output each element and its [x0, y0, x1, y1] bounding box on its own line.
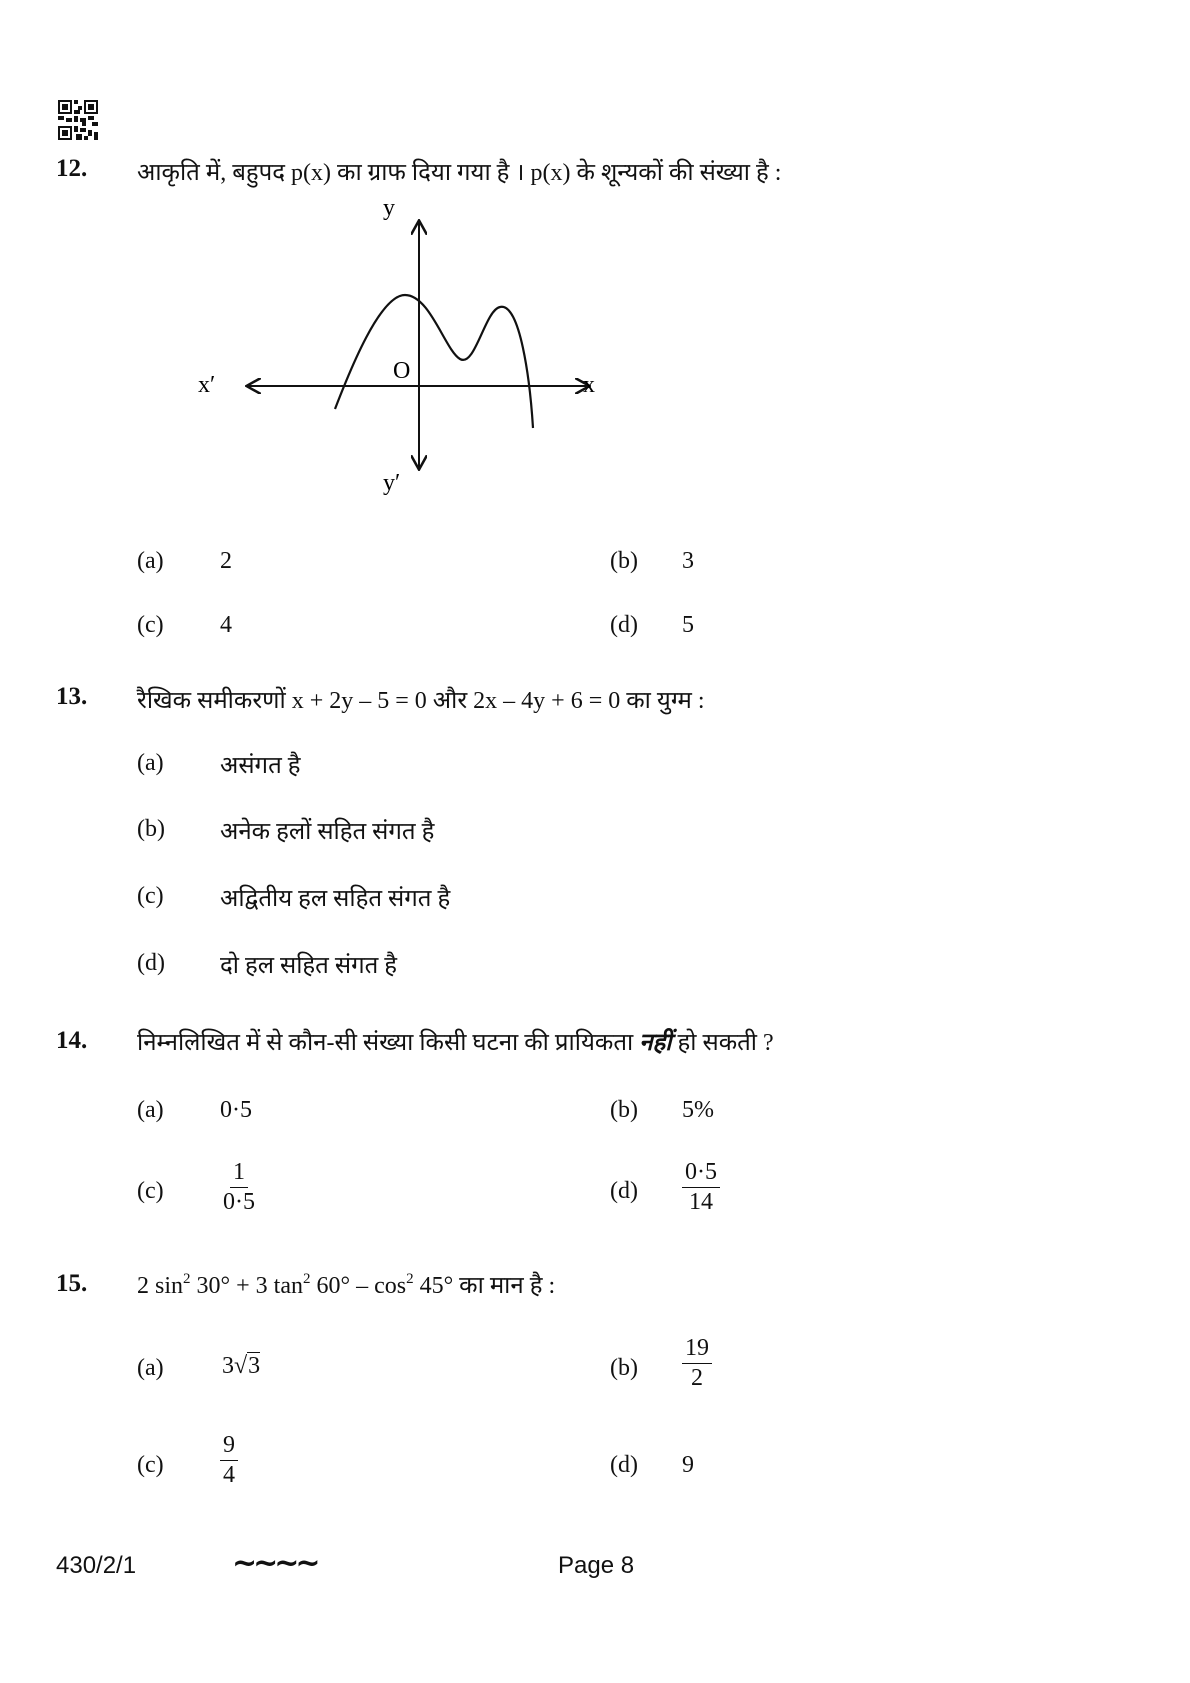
q13-option-a-value: असंगत है	[220, 753, 301, 779]
q14-option-a-label[interactable]: (a)	[137, 1097, 164, 1123]
q13-option-d-label[interactable]: (d)	[137, 950, 165, 976]
q13-option-c-label[interactable]: (c)	[137, 883, 164, 909]
page-number: Page 8	[558, 1552, 635, 1579]
question-14-text: निम्नलिखित में से कौन-सी संख्या किसी घटना की प्रायिकता नहीं हो सकती ?	[137, 1030, 774, 1056]
q14-option-c-fraction: $\frac{1}{0\cdot 5}$	[223, 1159, 255, 1216]
q15-option-b-label[interactable]: (b)	[610, 1355, 638, 1381]
q15-option-a-value: 3√3	[222, 1353, 261, 1379]
q13-option-c-value: अद्वितीय हल सहित संगत है	[220, 886, 451, 912]
q15-option-d-label[interactable]: (d)	[610, 1452, 638, 1478]
q13-option-b-label[interactable]: (b)	[137, 816, 165, 842]
q15-option-d-value: 9	[682, 1452, 694, 1478]
qr-code-icon	[58, 100, 98, 140]
question-13-text: रैखिक समीकरणों x + 2y – 5 = 0 और 2x – 4y + 6 = 0 का युग्म :	[137, 688, 705, 714]
q15-option-c-label[interactable]: (c)	[137, 1452, 164, 1478]
q14-option-b-value: 5%	[682, 1097, 714, 1123]
question-12-text: आकृति में, बहुपद p(x) का ग्राफ दिया गया है । p(x) के शून्यकों की संख्या है :	[137, 160, 782, 186]
paper-code: 430/2/1	[56, 1552, 137, 1579]
x-prime-axis-label: x′	[198, 372, 216, 398]
polynomial-graph-figure	[190, 190, 600, 520]
q12-option-d-label[interactable]: (d)	[610, 612, 638, 638]
q12-option-c-label[interactable]: (c)	[137, 612, 164, 638]
emphasis-not: नहीं	[639, 1030, 672, 1056]
q13-option-a-label[interactable]: (a)	[137, 750, 164, 776]
q14-option-d-fraction: $\frac{0\cdot 5}{14}$	[682, 1160, 720, 1215]
q15-option-a-label[interactable]: (a)	[137, 1355, 164, 1381]
question-14-number: 14.	[56, 1027, 88, 1054]
q12-option-a-value: 2	[220, 548, 232, 574]
q13-option-d-value: दो हल सहित संगत है	[220, 953, 397, 979]
question-12-number: 12.	[56, 155, 88, 182]
q12-option-c-value: 4	[220, 612, 232, 638]
question-15-number: 15.	[56, 1270, 88, 1297]
q12-option-d-value: 5	[682, 612, 694, 638]
question-13-number: 13.	[56, 683, 88, 710]
q14-option-a-value: 0·5	[220, 1097, 252, 1123]
q12-option-b-value: 3	[682, 548, 694, 574]
x-axis-label: x	[583, 372, 595, 398]
y-axis-label: y	[383, 195, 395, 221]
tilde-ornament-icon: ~~~~	[232, 1546, 317, 1581]
y-prime-axis-label: y′	[383, 470, 401, 496]
q14-option-d-label[interactable]: (d)	[610, 1178, 638, 1204]
q12-option-b-label[interactable]: (b)	[610, 548, 638, 574]
question-15-text: 2 $\sin^2 30^\circ + 3$ $\tan^2 60^\circ - \cos^2 45^\circ$ का मान है :	[137, 1271, 556, 1299]
q12-option-a-label[interactable]: (a)	[137, 548, 164, 574]
q14-option-b-label[interactable]: (b)	[610, 1097, 638, 1123]
sqrt-icon: √	[234, 1353, 248, 1379]
q13-option-b-value: अनेक हलों सहित संगत है	[220, 819, 435, 845]
q15-option-c-fraction: $\frac{9}{4}$	[220, 1433, 238, 1488]
q15-option-b-fraction: $\frac{19}{2}$	[682, 1336, 712, 1391]
origin-label: O	[393, 358, 411, 384]
q14-option-c-label[interactable]: (c)	[137, 1178, 164, 1204]
